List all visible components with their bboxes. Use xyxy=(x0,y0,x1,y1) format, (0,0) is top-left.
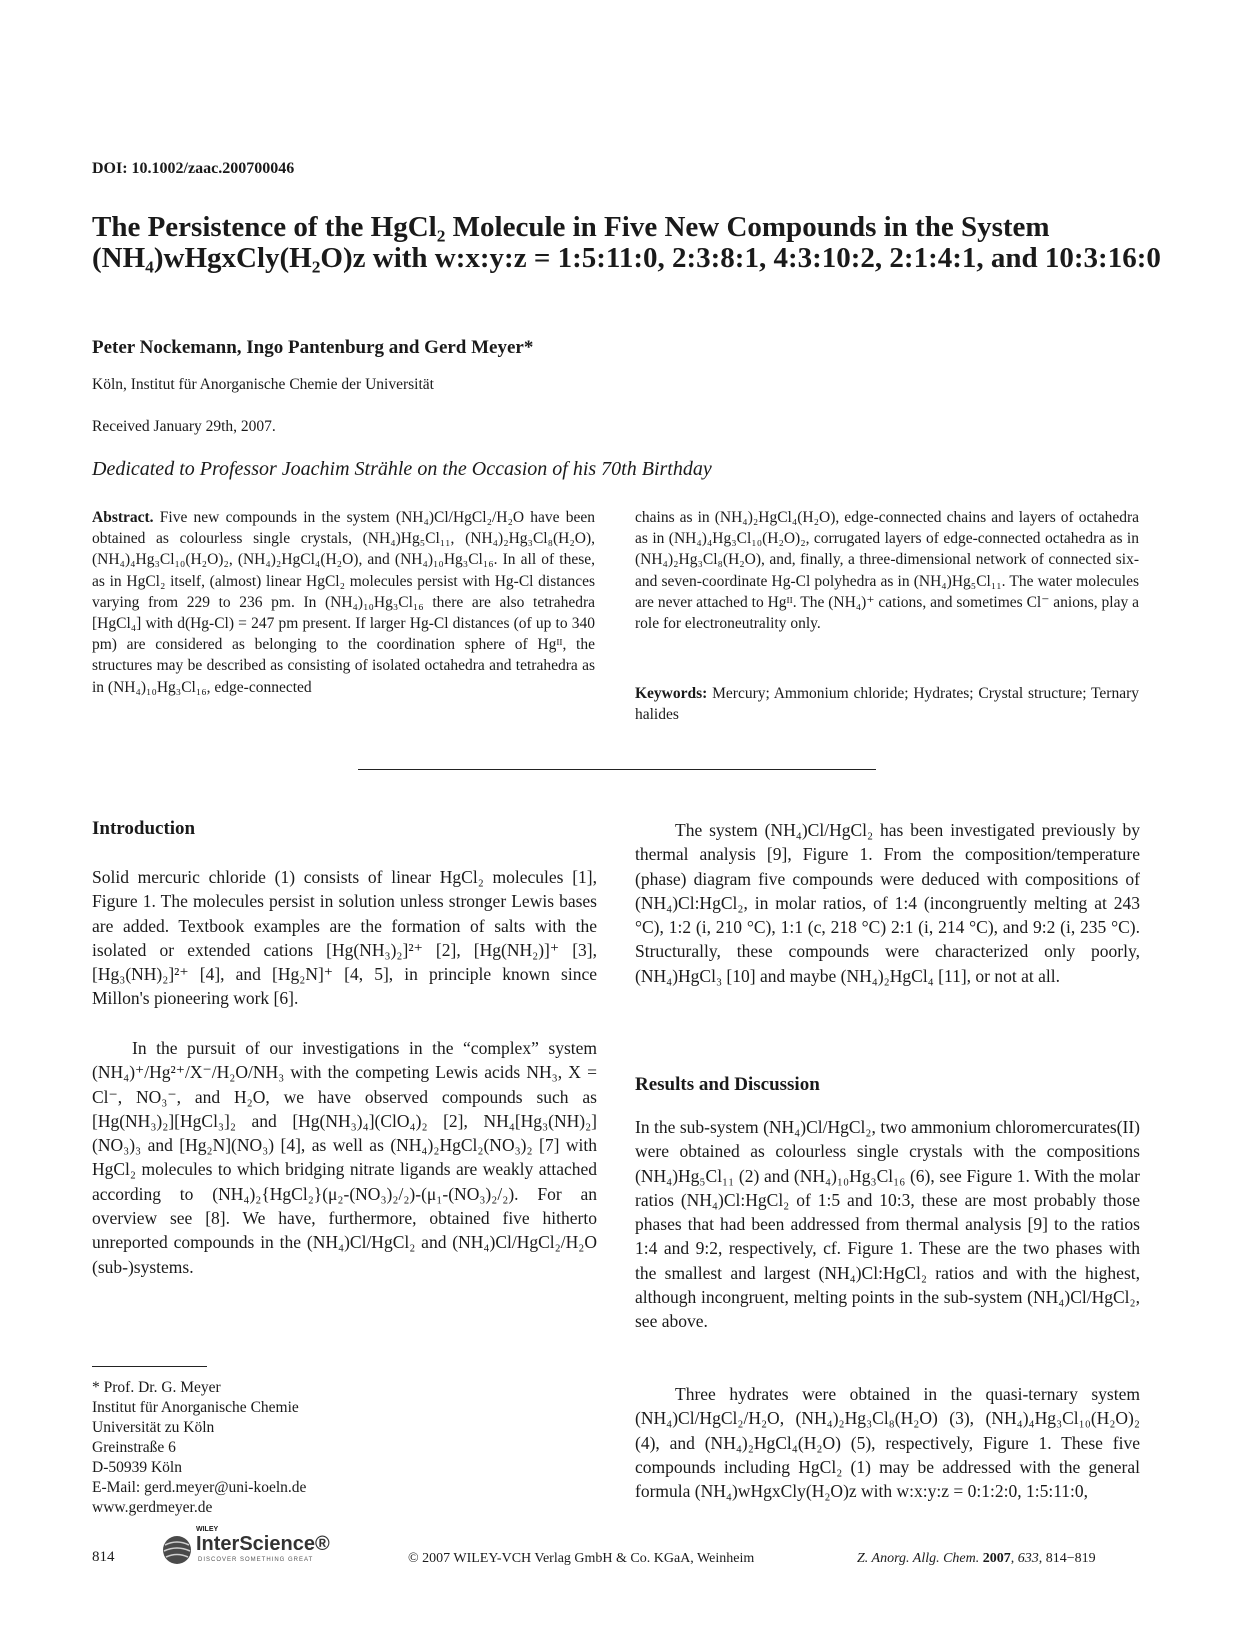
logo-interscience-text: InterScience® xyxy=(196,1533,330,1555)
footnote-line: Greinstraße 6 xyxy=(92,1439,176,1456)
received-date: Received January 29th, 2007. xyxy=(92,418,276,435)
abstract-right: chains as in (NH₄)₂HgCl₄(H₂O), edge-connected chains and layers of octahedra as in (NH₄)₄Hg₃Cl₁₀(H₂O)₂, corrugated layers of edge-connected octahedra as in (NH₄)₂Hg₃Cl₈(H₂O), and, finally, a three-dimensional network of connected six- and seven-coordinate Hg-Cl polyhedra as in (NH₄)Hg₅Cl₁₁. The water molecules are never attached to Hgᴵᴵ. The (NH₄)⁺ cations, and sometimes Cl⁻ anions, play a role for electroneutrality only. xyxy=(635,509,1139,633)
interscience-logo xyxy=(160,1525,335,1569)
page-number: 814 xyxy=(92,1549,115,1565)
introduction-paragraph-1: Solid mercuric chloride (1) consists of linear HgCl₂ molecules [1], Figure 1. The molecules persist in solution unless stronger Lewis bases are added. Textbook examples are the formation of salts with the isolated or extended cations [Hg(NH₃)₂]²⁺ [2], [Hg(NH₂)]⁺ [3], [Hg₃(NH)₂]²⁺ [4], and [Hg₂N]⁺ [4, 5], in principle known since Millon's pioneering work [6]. xyxy=(92,867,597,1009)
paper-title: The Persistence of the HgCl₂ Molecule in Five New Compounds in the System (NH₄)wHgxCly(H₂O)z with w:x:y:z = 1:5:11:0, 2:3:8:1, 4:3:10:2, 2:1:4:1, and 10:3:16:0 xyxy=(92,211,1161,274)
introduction-heading: Introduction xyxy=(92,818,196,839)
corresponding-author-footnote xyxy=(92,1378,306,1518)
footnote-line: Universität zu Köln xyxy=(92,1419,215,1436)
journal-citation: Z. Anorg. Allg. Chem. 2007, 633, 814−819 xyxy=(857,1551,1096,1566)
dedication: Dedicated to Professor Joachim Strähle on the Occasion of his 70th Birthday xyxy=(92,458,712,480)
copyright: © 2007 WILEY-VCH Verlag GmbH & Co. KGaA, Weinheim xyxy=(408,1551,755,1566)
abstract-text-left: Five new compounds in the system (NH₄)Cl/HgCl₂/H₂O have been obtained as colourless single crystals, (NH₄)Hg₅Cl₁₁, (NH₄)₂Hg₃Cl₈(H₂O), (NH₄)₄Hg₃Cl₁₀(H₂O)₂, (NH₄)₂HgCl₄(H₂O), and (NH₄)₁₀Hg₃Cl₁₆. In all of these, as in HgCl₂ itself, (almost) linear HgCl₂ molecules persist with Hg-Cl distances varying from 229 to 236 pm. In (NH₄)₁₀Hg₃Cl₁₆ there are also tetrahedra [HgCl₄] with d(Hg-Cl) = 247 pm present. If larger Hg-Cl distances (of up to 340 pm) are considered as belonging to the coordination sphere of Hgᴵᴵ, the structures may be described as consisting of isolated octahedra and tetrahedra as in (NH₄)₁₀Hg₃Cl₁₆, edge-connected xyxy=(92,509,596,696)
abstract-left xyxy=(92,507,595,698)
results-paragraph-2: Three hydrates were obtained in the quasi-ternary system (NH₄)Cl/HgCl₂/H₂O, (NH₄)₂Hg₃Cl₈(H₂O) (3), (NH₄)₄Hg₃Cl₁₀(H₂O)₂ (4), and (NH₄)₂HgCl₄(H₂O) (5), respectively, Figure 1. These five compounds including HgCl₂ (1) may be addressed with the general formula (NH₄)wHgxCly(H₂O)z with w:x:y:z = 0:1:2:0, 1:5:11:0, xyxy=(635,1384,1140,1502)
footnote-divider xyxy=(92,1366,207,1367)
affiliation: Köln, Institut für Anorganische Chemie der Universität xyxy=(92,376,434,393)
keywords xyxy=(635,683,1139,725)
journal-name: Z. Anorg. Allg. Chem. xyxy=(857,1551,980,1566)
keywords-label: Keywords: xyxy=(635,685,708,702)
journal-year: 2007 xyxy=(982,1551,1011,1566)
footnote-line: * Prof. Dr. G. Meyer xyxy=(92,1379,221,1396)
keywords-text: Mercury; Ammonium chloride; Hydrates; Crystal structure; Ternary halides xyxy=(635,685,1139,724)
logo-tagline: DISCOVER SOMETHING GREAT xyxy=(198,1557,314,1563)
results-paragraph-1: In the sub-system (NH₄)Cl/HgCl₂, two ammonium chloromercurates(II) were obtained as colourless single crystals with the compositions (NH₄)Hg₅Cl₁₁ (2) and (NH₄)₁₀Hg₃Cl₁₆ (6), see Figure 1. With the molar ratios (NH₄)Cl:HgCl₂ of 1:5 and 10:3, these are most probably those phases that had been addressed from thermal analysis [9] to the ratios 1:4 and 9:2, respectively, cf. Figure 1. These are the two phases with the smallest and largest (NH₄)Cl:HgCl₂ ratios and with the highest, although incongruent, melting points in the sub-system (NH₄)Cl/HgCl₂, see above. xyxy=(635,1117,1140,1332)
footnote-line: D-50939 Köln xyxy=(92,1459,182,1476)
doi: DOI: 10.1002/zaac.200700046 xyxy=(92,160,295,177)
footnote-website[interactable]: www.gerdmeyer.de xyxy=(92,1499,213,1516)
results-heading: Results and Discussion xyxy=(635,1074,820,1095)
footnote-email[interactable]: E-Mail: gerd.meyer@uni-koeln.de xyxy=(92,1479,307,1496)
journal-pages: 814−819 xyxy=(1045,1551,1096,1566)
logo-wiley-text: WILEY xyxy=(196,1526,219,1533)
authors: Peter Nockemann, Ingo Pantenburg and Gerd Meyer* xyxy=(92,337,534,358)
system-paragraph: The system (NH₄)Cl/HgCl₂ has been investigated previously by thermal analysis [9], Figure 1. From the composition/temperature (phase) diagram five compounds were deduced with compositions of (NH₄)Cl:HgCl₂, in molar ratios, of 1:4 (incongruently melting at 243 °C), 1:2 (i, 210 °C), 1:1 (c, 218 °C) 2:1 (i, 214 °C), and 9:2 (i, 235 °C). Structurally, these compounds were characterized only poorly, (NH₄)HgCl₃ [10] and maybe (NH₄)₂HgCl₄ [11], or not at all. xyxy=(635,820,1140,986)
section-divider xyxy=(358,769,876,770)
abstract-label: Abstract. xyxy=(92,509,154,526)
journal-volume: 633 xyxy=(1017,1551,1039,1566)
introduction-paragraph-2: In the pursuit of our investigations in the “complex” system (NH₄)⁺/Hg²⁺/X⁻/H₂O/NH₃ with the competing Lewis acids NH₃, X = Cl⁻, NO₃⁻, and H₂O, we have observed compounds such as [Hg(NH₃)₂][HgCl₃]₂ and [Hg(NH₃)₄](ClO₄)₂ [2], NH₄[Hg₃(NH)₂](NO₃)₃ and [Hg₂N](NO₃) [4], as well as (NH₄)₂HgCl₂(NO₃)₂ [7] with HgCl₂ molecules to which bridging nitrate ligands are weakly attached according to (NH₄)₂{HgCl₂}(μ₂-(NO₃)₂/₂)-(μ₁-(NO₃)₂/₂). For an overview see [8]. We have, furthermore, obtained five hitherto unreported compounds in the (NH₄)Cl/HgCl₂ and (NH₄)Cl/HgCl₂/H₂O (sub-)systems. xyxy=(92,1038,597,1277)
footnote-line: Institut für Anorganische Chemie xyxy=(92,1399,299,1416)
